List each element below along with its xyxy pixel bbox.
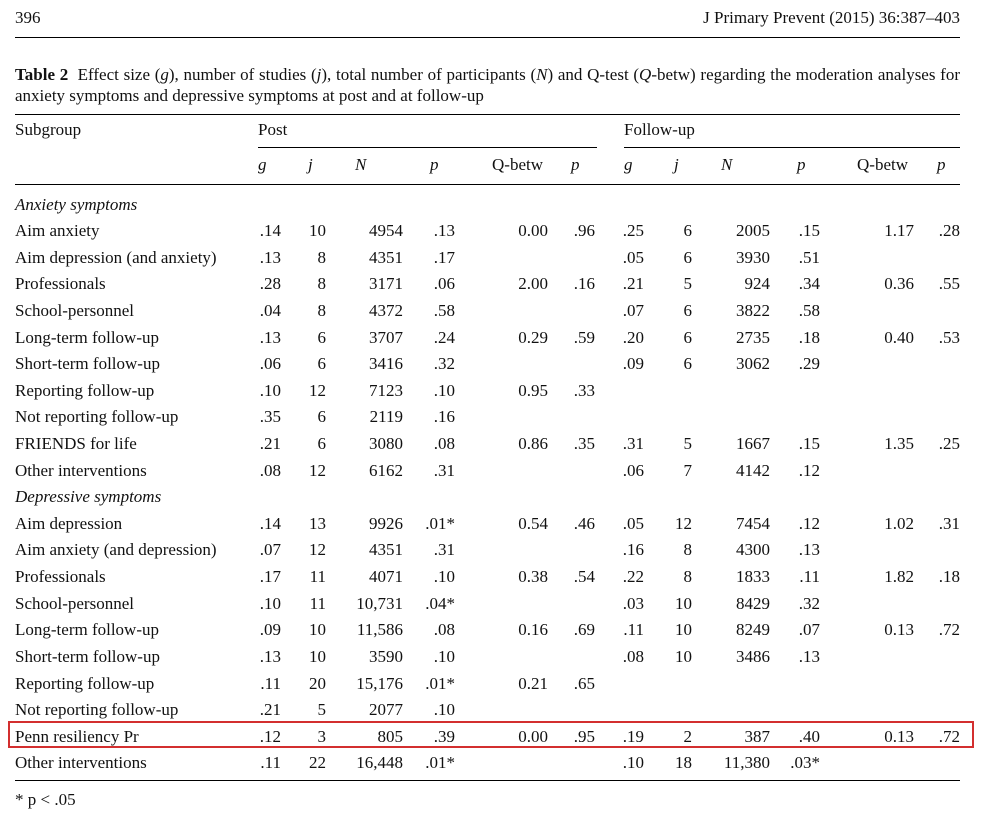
table-cell: 0.13 — [884, 620, 914, 639]
post-span-rule — [258, 147, 597, 148]
table-cell: .32 — [433, 354, 455, 373]
table-cell: 11 — [309, 594, 326, 613]
table-cell: .07 — [798, 620, 820, 639]
table-cell: 3416 — [369, 354, 403, 373]
table-cell: 6 — [683, 301, 692, 320]
table-cell: 12 — [309, 540, 326, 559]
table-cell: 10,731 — [356, 594, 403, 613]
table-cell: .13 — [433, 221, 455, 240]
table-cell: .21 — [259, 434, 281, 453]
table-cell: 3062 — [736, 354, 770, 373]
table-cell: .07 — [622, 301, 644, 320]
table-cell: .31 — [938, 514, 960, 533]
table-cell: .13 — [798, 647, 820, 666]
table-cell: .13 — [259, 647, 281, 666]
table-cell: 7454 — [736, 514, 770, 533]
table-cell: 3590 — [369, 647, 403, 666]
row-label: Reporting follow-up — [15, 674, 155, 693]
table-cell: .28 — [259, 274, 281, 293]
table-cell: 10 — [309, 221, 326, 240]
table-cell: 7123 — [369, 381, 403, 400]
row-label: Professionals — [15, 567, 106, 586]
column-header-post: Post — [258, 120, 288, 139]
highlighted-row-box — [8, 721, 974, 748]
table-cell: .35 — [259, 407, 281, 426]
table-cell: 0.00 — [518, 221, 548, 240]
table-cell: .18 — [938, 567, 960, 586]
table-cell: 15,176 — [356, 674, 403, 693]
table-cell: .28 — [938, 221, 960, 240]
table-cell: 12 — [675, 514, 692, 533]
table-cell: .22 — [622, 567, 644, 586]
table-cell: 805 — [377, 727, 403, 746]
table-cell: 2.00 — [518, 274, 548, 293]
table-cell: .31 — [433, 461, 455, 480]
table-cell: .11 — [260, 753, 281, 772]
table-cell: .32 — [798, 594, 820, 613]
page-number: 396 — [15, 8, 41, 27]
column-subheader: N — [355, 155, 367, 174]
table-cell: .04 — [259, 301, 281, 320]
table-cell: .17 — [259, 567, 281, 586]
column-subheader: p — [937, 155, 946, 174]
table-cell: .01* — [425, 514, 455, 533]
table-cell: .69 — [573, 620, 595, 639]
table-cell: 6 — [683, 354, 692, 373]
table-cell: 8 — [683, 540, 692, 559]
table-cell: 8429 — [736, 594, 770, 613]
table-cell: 1667 — [736, 434, 770, 453]
table-cell: .14 — [259, 514, 281, 533]
table-cell: 0.29 — [518, 328, 548, 347]
table-cell: 3080 — [369, 434, 403, 453]
table-cell: 20 — [309, 674, 326, 693]
table-cell: .21 — [259, 700, 281, 719]
table-cell: .08 — [259, 461, 281, 480]
table-cell: .15 — [798, 221, 820, 240]
table-cell: .11 — [623, 620, 644, 639]
table-cell: 11,380 — [723, 753, 770, 772]
table-cell: .09 — [259, 620, 281, 639]
table-cell: .10 — [433, 381, 455, 400]
table-cell: 16,448 — [356, 753, 403, 772]
table-cell: .58 — [798, 301, 820, 320]
table-cell: .05 — [622, 514, 644, 533]
table-cell: .09 — [622, 354, 644, 373]
table-cell: 4300 — [736, 540, 770, 559]
row-label: Long-term follow-up — [15, 620, 159, 639]
table-cell: 6162 — [369, 461, 403, 480]
table-cell: .10 — [433, 700, 455, 719]
table-cell: .10 — [433, 647, 455, 666]
table-cell: .16 — [573, 274, 595, 293]
table-cell: .16 — [622, 540, 644, 559]
table-cell: .34 — [798, 274, 820, 293]
table-cell: 9926 — [369, 514, 403, 533]
table-cell: 387 — [744, 727, 770, 746]
header-bottom-rule — [15, 184, 960, 185]
table-cell: 0.16 — [518, 620, 548, 639]
table-cell: 0.21 — [518, 674, 548, 693]
table-cell: 4351 — [369, 248, 403, 267]
table-cell: .19 — [622, 727, 644, 746]
table-cell: .08 — [433, 620, 455, 639]
row-label: Other interventions — [15, 461, 147, 480]
table-cell: 2119 — [369, 407, 403, 426]
table-cell: 7 — [683, 461, 692, 480]
table-cell: .55 — [938, 274, 960, 293]
table-cell: .12 — [259, 727, 281, 746]
row-label: School-personnel — [15, 594, 134, 613]
table-cell: .11 — [799, 567, 820, 586]
column-subheader: g — [624, 155, 633, 174]
table-cell: .25 — [622, 221, 644, 240]
table-cell: .35 — [573, 434, 595, 453]
table-cell: 0.38 — [518, 567, 548, 586]
row-label: Not reporting follow-up — [15, 700, 179, 719]
table-cell: 2005 — [736, 221, 770, 240]
table-cell: 4351 — [369, 540, 403, 559]
table-bottom-rule — [15, 780, 960, 781]
table-cell: 13 — [309, 514, 326, 533]
table-cell: .03 — [622, 594, 644, 613]
table-cell: 6 — [317, 434, 326, 453]
row-label: Reporting follow-up — [15, 381, 155, 400]
table-cell: 3930 — [736, 248, 770, 267]
row-label: Other interventions — [15, 753, 147, 772]
table-cell: .05 — [622, 248, 644, 267]
table-cell: .08 — [433, 434, 455, 453]
followup-span-rule — [624, 147, 960, 148]
table-cell: 2735 — [736, 328, 770, 347]
table-cell: .10 — [259, 381, 281, 400]
column-subheader: N — [721, 155, 733, 174]
table-cell: 22 — [309, 753, 326, 772]
table-cell: .12 — [798, 461, 820, 480]
table-cell: .53 — [938, 328, 960, 347]
table-cell: 5 — [683, 434, 692, 453]
table-cell: .10 — [259, 594, 281, 613]
column-subheader: p — [571, 155, 580, 174]
table-cell: .01* — [425, 753, 455, 772]
row-label: FRIENDS for life — [15, 434, 137, 453]
table-cell: 11,586 — [356, 620, 403, 639]
table-cell: .10 — [433, 567, 455, 586]
header-rule — [15, 37, 960, 38]
table-top-rule — [15, 114, 960, 115]
table-cell: 12 — [309, 381, 326, 400]
footnote: * p < .05 — [15, 790, 76, 809]
table-cell: .11 — [260, 674, 281, 693]
table-cell: .08 — [622, 647, 644, 666]
table-cell: .72 — [938, 620, 960, 639]
table-cell: 2 — [683, 727, 692, 746]
table-cell: 4071 — [369, 567, 403, 586]
table-cell: 0.13 — [884, 727, 914, 746]
table-cell: 10 — [309, 620, 326, 639]
table-cell: 0.86 — [518, 434, 548, 453]
row-label: Not reporting follow-up — [15, 407, 179, 426]
row-label: Long-term follow-up — [15, 328, 159, 347]
row-label: Short-term follow-up — [15, 647, 160, 666]
table-cell: .07 — [259, 540, 281, 559]
table-cell: 4142 — [736, 461, 770, 480]
table-cell: .72 — [938, 727, 960, 746]
table-cell: .59 — [573, 328, 595, 347]
table-cell: 3822 — [736, 301, 770, 320]
table-cell: .20 — [622, 328, 644, 347]
caption-label: Table 2 — [15, 65, 69, 84]
table-cell: 8 — [317, 248, 326, 267]
table-cell: .06 — [433, 274, 455, 293]
table-cell: 0.36 — [884, 274, 914, 293]
row-label: Aim depression — [15, 514, 123, 533]
table-cell: .96 — [573, 221, 595, 240]
table-cell: .16 — [433, 407, 455, 426]
table-cell: 11 — [309, 567, 326, 586]
row-label: Short-term follow-up — [15, 354, 160, 373]
table-cell: 10 — [675, 647, 692, 666]
table-cell: .95 — [573, 727, 595, 746]
table-cell: 5 — [683, 274, 692, 293]
table-cell: 1.82 — [884, 567, 914, 586]
row-label: Penn resiliency Pr — [15, 727, 139, 746]
table-cell: 6 — [317, 407, 326, 426]
table-cell: .31 — [622, 434, 644, 453]
table-cell: .10 — [622, 753, 644, 772]
table-cell: 18 — [675, 753, 692, 772]
table-cell: 3486 — [736, 647, 770, 666]
table-cell: .40 — [798, 727, 820, 746]
table-cell: .21 — [622, 274, 644, 293]
table-cell: 10 — [675, 594, 692, 613]
table-cell: .01* — [425, 674, 455, 693]
table-cell: 4372 — [369, 301, 403, 320]
table-cell: 1.35 — [884, 434, 914, 453]
journal-reference: J Primary Prevent (2015) 36:387–403 — [703, 8, 960, 27]
table-cell: 6 — [317, 328, 326, 347]
table-cell: .13 — [259, 328, 281, 347]
table-cell: 1.02 — [884, 514, 914, 533]
table-cell: .13 — [259, 248, 281, 267]
table-cell: .33 — [573, 381, 595, 400]
table-cell: .51 — [798, 248, 820, 267]
table-cell: .54 — [573, 567, 595, 586]
table-cell: .12 — [798, 514, 820, 533]
row-label: Aim anxiety — [15, 221, 100, 240]
table-cell: 3 — [317, 727, 326, 746]
table-cell: 0.40 — [884, 328, 914, 347]
table-cell: 2077 — [369, 700, 403, 719]
table-cell: .58 — [433, 301, 455, 320]
table-cell: .06 — [259, 354, 281, 373]
table-cell: .03* — [790, 753, 820, 772]
table-cell: .25 — [938, 434, 960, 453]
table-caption: Table 2 Effect size (g), number of studies (j), total number of participants (N) and Q-test (Q-betw) regarding the moderation analyses for anxiety symptoms and depressive symptoms at post and at follow-up — [15, 65, 961, 105]
table-cell: 4954 — [369, 221, 403, 240]
table-cell: 6 — [317, 354, 326, 373]
table-cell: 0.54 — [518, 514, 548, 533]
table-cell: .65 — [573, 674, 595, 693]
column-subheader: j — [308, 155, 313, 174]
table-cell: .18 — [798, 328, 820, 347]
table-cell: .14 — [259, 221, 281, 240]
table-cell: .39 — [433, 727, 455, 746]
table-cell: .06 — [622, 461, 644, 480]
table-cell: 6 — [683, 221, 692, 240]
table-cell: 8 — [317, 301, 326, 320]
table-cell: 0.00 — [518, 727, 548, 746]
table-cell: 10 — [675, 620, 692, 639]
table-cell: 12 — [309, 461, 326, 480]
table-cell: 3171 — [369, 274, 403, 293]
table-cell: 1.17 — [884, 221, 914, 240]
column-header-followup: Follow-up — [624, 120, 695, 139]
column-subheader: g — [258, 155, 267, 174]
table-cell: .31 — [433, 540, 455, 559]
table-cell: 924 — [744, 274, 770, 293]
table-cell: .17 — [433, 248, 455, 267]
column-subheader: Q-betw — [857, 155, 908, 174]
table-cell: 6 — [683, 248, 692, 267]
table-cell: 0.95 — [518, 381, 548, 400]
table-cell: .24 — [433, 328, 455, 347]
row-label: Aim depression (and anxiety) — [15, 248, 217, 267]
table-cell: 8249 — [736, 620, 770, 639]
table-cell: 8 — [683, 567, 692, 586]
column-header-subgroup: Subgroup — [15, 120, 82, 139]
column-subheader: p — [797, 155, 806, 174]
section-label: Depressive symptoms — [15, 487, 162, 506]
table-cell: 10 — [309, 647, 326, 666]
table-cell: 6 — [683, 328, 692, 347]
row-label: School-personnel — [15, 301, 134, 320]
table-cell: .15 — [798, 434, 820, 453]
table-cell: 1833 — [736, 567, 770, 586]
section-label: Anxiety symptoms — [15, 195, 138, 214]
table-cell: .29 — [798, 354, 820, 373]
table-cell: .46 — [573, 514, 595, 533]
row-label: Professionals — [15, 274, 106, 293]
table-cell: .04* — [425, 594, 455, 613]
table-cell: 8 — [317, 274, 326, 293]
table-cell: .13 — [798, 540, 820, 559]
column-subheader: Q-betw — [492, 155, 543, 174]
table-cell: 5 — [317, 700, 326, 719]
table-cell: 3707 — [369, 328, 403, 347]
row-label: Aim anxiety (and depression) — [15, 540, 217, 559]
column-subheader: p — [430, 155, 439, 174]
column-subheader: j — [674, 155, 679, 174]
